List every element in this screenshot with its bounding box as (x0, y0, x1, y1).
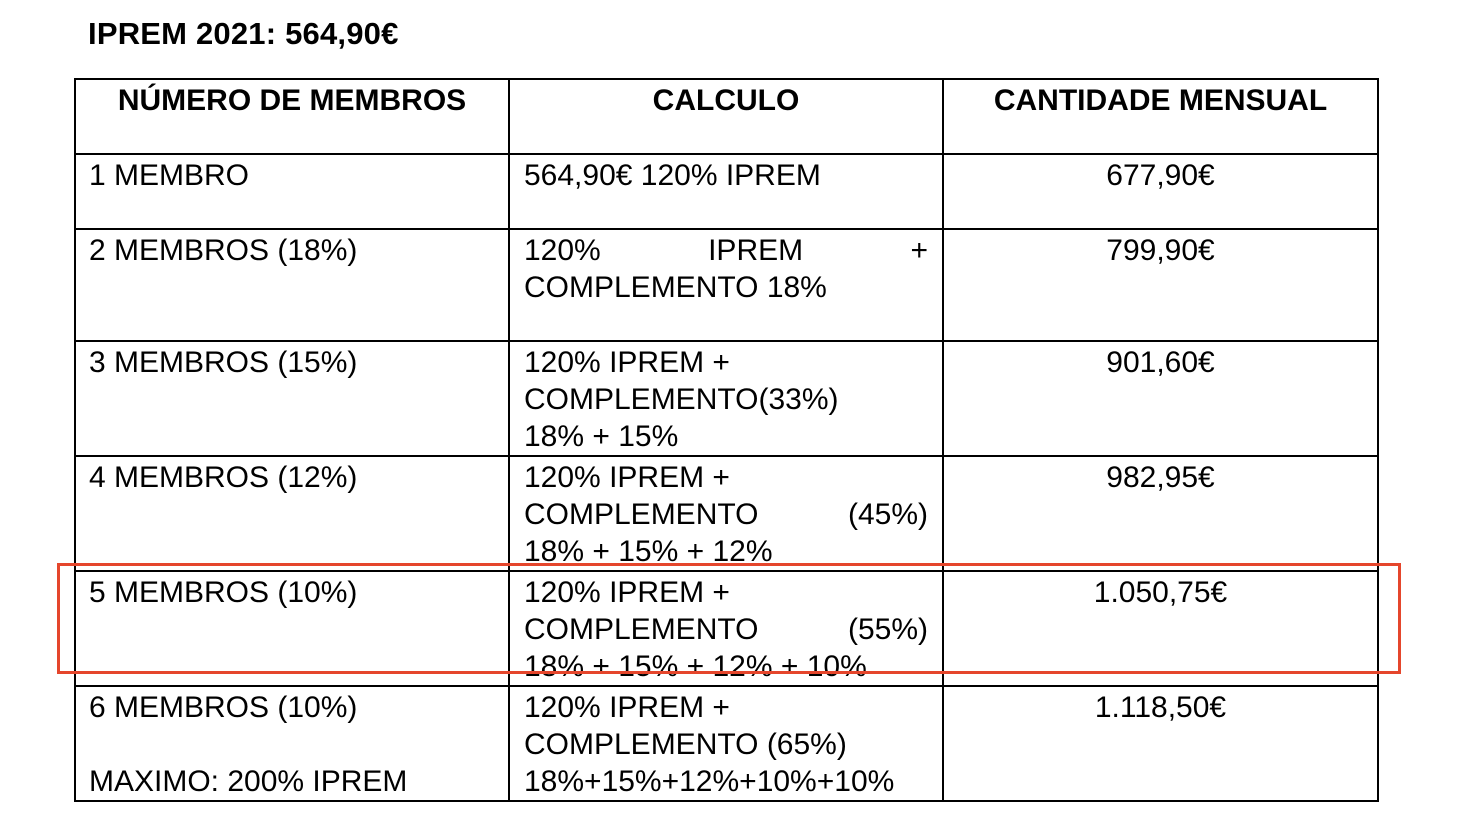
calculo-cell (509, 686, 943, 801)
table-header-row (75, 79, 1378, 154)
calculo-line: COMPLEMENTO (65%) (524, 728, 847, 761)
table-row (75, 456, 1378, 571)
calculo-word: COMPLEMENTO (524, 613, 759, 646)
members-label: 6 MEMBROS (10%) (89, 691, 358, 724)
amount-value: 982,95€ (1106, 461, 1215, 494)
members-label: 1 MEMBRO (89, 159, 250, 192)
calculo-word: IPREM (708, 234, 804, 267)
calculo-line: 120% IPREM + (524, 691, 730, 724)
amount-value: 1.118,50€ (1094, 691, 1227, 724)
amount-cell (943, 154, 1378, 229)
amount-value: 1.050,75€ (1093, 576, 1228, 609)
header-calculo: CALCULO (509, 79, 943, 154)
members-cell (75, 229, 509, 341)
amount-value: 677,90€ (1106, 159, 1215, 192)
amount-cell (943, 456, 1378, 571)
table-row-highlighted (75, 571, 1378, 686)
table-row (75, 229, 1378, 341)
amount-cell (943, 229, 1378, 341)
calculo-cell (509, 456, 943, 571)
table-row (75, 686, 1378, 801)
members-cell (75, 154, 509, 229)
calculo-word: (45%) (847, 498, 928, 531)
calculo-line: 120% IPREM + (524, 576, 730, 609)
members-cell (75, 341, 509, 456)
calculo-justified-line (524, 611, 928, 648)
header-members: NÚMERO DE MEMBROS (75, 79, 509, 154)
iprem-table (74, 78, 1379, 802)
amount-cell (943, 686, 1378, 801)
calculo-cell (509, 571, 943, 686)
amount-value: 799,90€ (1106, 234, 1215, 267)
members-label: 5 MEMBROS (10%) (89, 576, 358, 609)
members-label: 3 MEMBROS (15%) (89, 346, 358, 379)
calculo-cell (509, 341, 943, 456)
calculo-line: COMPLEMENTO(33%) (524, 383, 839, 416)
page-title: IPREM 2021: 564,90€ (88, 16, 399, 51)
calculo-line: 18% + 15% + 12% (524, 535, 773, 568)
members-cell (75, 686, 509, 801)
table-row (75, 154, 1378, 229)
members-note: MAXIMO: 200% IPREM (89, 765, 408, 798)
members-label: 2 MEMBROS (18%) (89, 234, 358, 267)
table-row (75, 341, 1378, 456)
members-cell (75, 456, 509, 571)
calculo-line: 18% + 15% + 12% + 10% (524, 650, 867, 683)
calculo-line: 18%+15%+12%+10%+10% (524, 765, 895, 798)
members-label: 4 MEMBROS (12%) (89, 461, 358, 494)
calculo-line: 120% IPREM + (524, 346, 730, 379)
calculo-cell (509, 229, 943, 341)
header-amount: CANTIDADE MENSUAL (943, 79, 1378, 154)
amount-value: 901,60€ (1106, 346, 1215, 379)
amount-cell (943, 341, 1378, 456)
calculo-justified-line (524, 496, 928, 533)
members-cell (75, 571, 509, 686)
calculo-cell (509, 154, 943, 229)
calculo-word: COMPLEMENTO (524, 498, 759, 531)
calculo-word: (55%) (847, 613, 928, 646)
calculo-word: 120% (524, 234, 601, 267)
calculo-word: + (910, 234, 928, 267)
calculo-line: COMPLEMENTO 18% (524, 271, 827, 304)
amount-cell (943, 571, 1378, 686)
calculo-line: 18% + 15% (524, 420, 679, 453)
calculo-justified-line (524, 232, 928, 269)
calculo-line: 564,90€ 120% IPREM (524, 159, 821, 192)
calculo-line: 120% IPREM + (524, 461, 730, 494)
spacer (89, 726, 508, 763)
